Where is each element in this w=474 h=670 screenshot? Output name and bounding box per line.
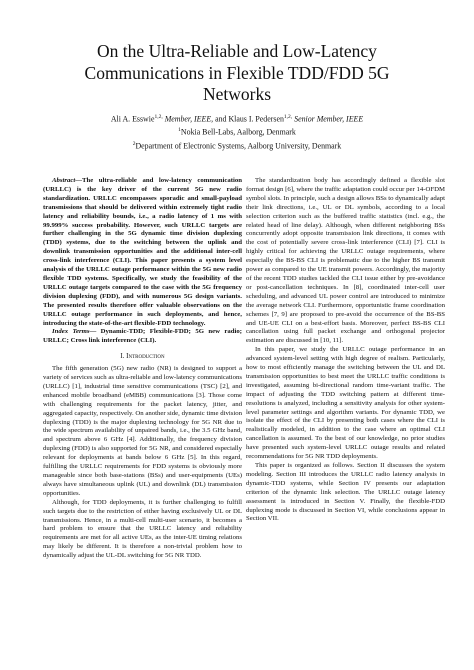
affiliation-2: $^2$Department of Electronic Systems, Aalborg University, Denmark (132, 140, 342, 151)
index-terms-text: — Dynamic-TDD; Flexible-FDD; 5G new radio; URLLC; Cross link interference (CLI). (43, 328, 242, 345)
right-paragraph-3: This paper is organized as follows. Section II discusses the system modeling. Section III introduces the URLLC radio latency analysis in dynamic-TDD systems, while Section IV presents our adaptation criterion of the dynamic link selection. The URLLC outage latency assessment is introduced in Section V. Finally, the flexible-FDD duplexing mode is discussed in Section VI, while conclusions appear in Section VII. (246, 462, 445, 523)
left-column (43, 177, 242, 561)
right-column (246, 177, 445, 524)
abstract (43, 177, 242, 328)
title-line: Networks (202, 84, 272, 104)
paper-title (30, 41, 444, 106)
author-block (30, 112, 444, 152)
affiliation-1: $^1$Nokia Bell-Labs, Aalborg, Denmark (178, 127, 296, 138)
abstract-text: —The ultra-reliable and low-latency communication (URLLC) is the key driver of the current 5G new radio standardization. URLLC encompasses sporadic and small-payload transmissions that should be delivered within extremely tight radio latency and reliability bounds, i.e., a radio latency of 1 ms with 99.999% success probability. However, such URLLC targets are further challenging in the 5G dynamic time division duplexing (TDD) systems, due to the switching between the uplink and downlink transmission opportunities and the additional inter-cell cross-link interference (CLI). This paper presents a system level analysis of the URLLC outage performance within the 5G new radio flexible TDD systems. Specifically, we study the feasibility of the URLLC outage targets compared to the case with the 5G frequency division duplexing (FDD), and with numerous 5G design variants. The presented results therefore offer valuable observations on the URLLC outage performance in such deployments, and hence, introducing the state-of-the-art flexible-FDD technology. (43, 177, 242, 327)
intro-paragraph-2: Although, for TDD deployments, it is further challenging to fulfill such targets due to the restriction of either having exclusively UL or DL transmissions. Hence, in a multi-cell multi-user scenario, it becomes a hard problem to ensure that the URLLC latency and reliability requirements are met for all active UEs, as the inter-UE timing relations may likely be different. It is therefore a non-trivial problem how to dynamically adjust the UL-DL switching for 5G NR TDD. (43, 498, 242, 560)
right-paragraph-1: The standardization body has accordingly defined a flexible slot format design [6], where the traffic adaptation could occur per 14-OFDM symbol slots. In principle, such a design allows BSs to dynamically adapt their link directions, i.e., UL or DL symbols, according to a local selection criterion such as the buffered traffic statistics (incl. e.g., the related head of line delay). Although, when different neighboring BSs concurrently adopt opposite transmission link directions, it comes with the cost of potentially severe cross-link interference (CLI) [7]. CLI is highly critical for achieving the URLLC outage requirements, where especially the BS-BS CLI is problematic due to the higher BS transmit power as compared to the UE transmit powers. Accordingly, the majority of the recent TDD studies tackled the CLI issue either by pre-avoidance or post-cancellation techniques. In [8], coordinated inter-cell user scheduling, and advanced UL power control are introduced to minimize the average network CLI. Furthermore, opportunistic frame coordination schemes [7, 9] are proposed to pre-avoid the occurrence of the BS-BS and UE-UE CLI on a best-effort basis. Moreover, perfect BS-BS CLI cancellation using full packet exchange and orthogonal projector estimation are discussed in [10, 11]. (246, 177, 445, 345)
intro-paragraph-1: The fifth generation (5G) new radio (NR) is designed to support a variety of services such as ultra-reliable and low-latency communications (URLLC) [1], industrial time sensitive communications (TSC) [2], and enhanced mobile broadband (eMBB) communications [3]. Those come with challenging requirements for the packet latency, jitter, and aggregated capacity, respectively. On another side, dynamic time division duplexing (TDD) is the major duplexing technology for 5G NR due to the wide spectrum availability of unpaired bands, i.e., the 3.5 GHz band, and spectrum above 6 GHz [4]. Additionally, the frequency division duplexing (FDD) is also supported for 5G NR, and considered especially relevant for deployments at bands below 6 GHz [5]. In this regard, fulfilling the URLLC requirements for FDD systems is obviously more manageable since both base-stations (BSs) and user-equipments (UEs) always have simultaneous uplink (UL) and downlink (DL) transmission opportunities. (43, 365, 242, 497)
section-heading-introduction: I. Introduction (120, 353, 165, 361)
title-line: On the Ultra-Reliable and Low-Latency (97, 41, 377, 61)
index-terms-lead: Index Terms (52, 328, 90, 336)
index-terms (43, 328, 242, 346)
title-line: Communications in Flexible TDD/FDD 5G (84, 62, 390, 83)
abstract-lead: Abstract (52, 177, 76, 184)
right-paragraph-2: In this paper, we study the URLLC outage performance in an advanced system-level setting with high degree of realism. Particularly, how to most efficiently manage the switching between the UL and DL transmission opportunities to best meet the URLLC traffic conditions is investigated, assuming bi-directional random time-variant traffic. The impact of adjusting the TDD switching pattern at different time-resolutions is analyzed, including a sensitivity analysis for other system-level parameter settings and algorithm variants. For dynamic TDD, we isolate the effect of the CLI by presenting both cases where the CLI is realistically modeled, in addition to the case where an optimal CLI cancellation is assumed. To the best of our knowledge, no prior studies have presented such system-level URLLC outage results and related recommendations for 5G NR TDD deployments. (246, 346, 445, 461)
authors-line: Ali A. Esswie$^{1,2,}$ Member, IEEE, and Klaus I. Pedersen$^{1,2,}$ Senior Member, IEEE (110, 114, 364, 124)
